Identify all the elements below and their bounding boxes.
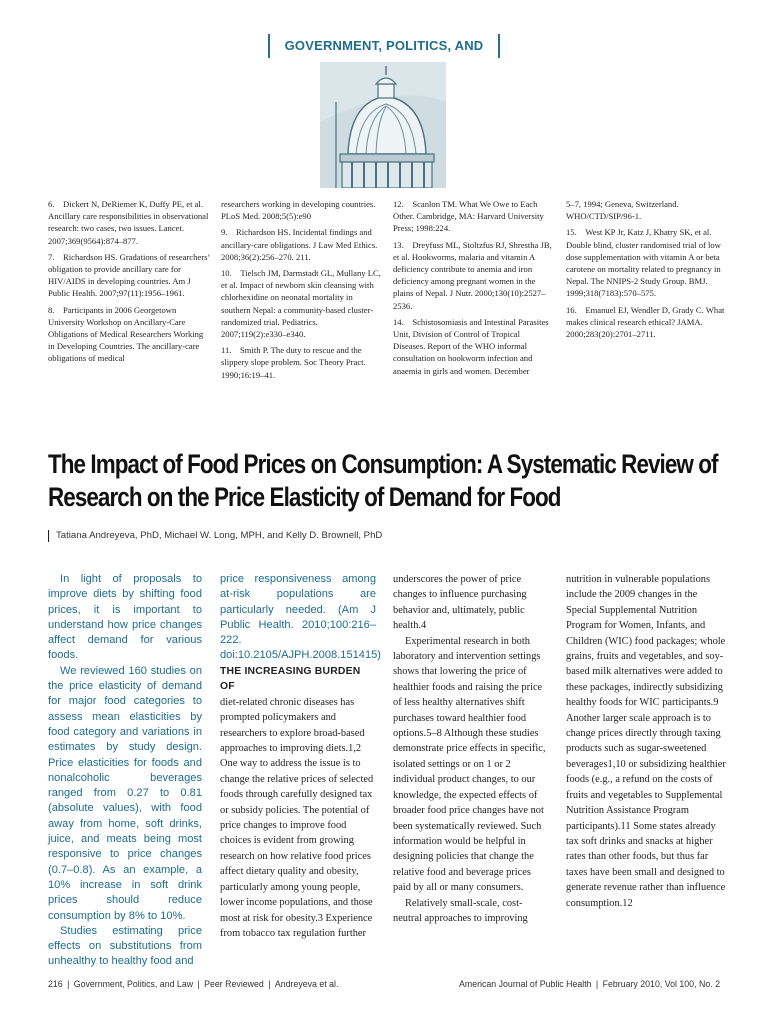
reference-item: 6. Dickert N, DeRiemer K, Duffy PE, et al. Ancillary care responsibilities in observational research: two cases, two issues. Lancet. 2007;369(9564):874–877. (48, 199, 209, 246)
body-column-2 (393, 572, 549, 926)
reference-item: 5–7, 1994; Geneva, Switzerland. WHO/CTD/SIP/96-1. (566, 199, 679, 222)
body-paragraph: underscores the power of price changes to influence purchasing behavior and, ultimately, public health.4 (393, 574, 527, 632)
body-paragraph: Relatively small-scale, cost-neutral approaches to improving (393, 897, 528, 924)
abstract-paragraph: In light of proposals to improve diets by shifting food prices, it is important to understand how price changes affect demand for various foods. (48, 573, 202, 662)
reference-item: 8. Participants in 2006 Georgetown University Workshop on Ancillary-Care Obligations of Medical Researchers Working in Developing Countries. The ancillary-care obligations of medical (48, 304, 204, 364)
section-header (268, 34, 500, 58)
reference-item: 16. Emanuel EJ, Wendler D, Grady C. What makes clinical research ethical? JAMA. 2000;283(20):2701–2711. (566, 304, 725, 340)
reference-item: 14. Schistosomiasis and Intestinal Parasites Unit, Division of Control of Tropical Diseases. Report of the WHO informal consultation on hookworm infection and anaemia in girls and women. December (393, 316, 549, 376)
references-column-4 (566, 198, 728, 344)
body-paragraph: nutrition in vulnerable populations include the 2009 changes in the Special Supplemental Nutrition Program for Women, Infants, and Children (WIC) food packages; whole grains, fruits and vegetables, and soy-based milk alternatives were added to these packages, indirectly subsidizing healthy foods for WIC participants.9 Another larger scale approach is to change prices directly through taxing products such as sugar-sweetened beverages1,10 or subsidizing healthier foods (e.g., a refund on the costs of fruits and vegetables to Supplemental Nutrition Assistance Program participants).11 Some states already tax soft drinks and snacks at higher rates than other foods, but thus far taxes have been small and designed to generate revenue rather than influence consumption.12 (566, 574, 726, 909)
reference-item: researchers working in developing countries. PLoS Med. 2008;5(5):e90 (221, 199, 376, 222)
body-paragraph: Experimental research in both laboratory and intervention settings shows that lowering the price of healthier foods and raising the price of less healthy alternatives shift purchases toward healthier food options.5–8 Although these studies demonstrate price effects in specific, isolated settings or on 1 or 2 individual product changes, to our knowledge, the expected effects of broader food price changes have not been systematically reviewed. Such information would be helpful in designing policies that change the relative food and beverage prices paid by all or many consumers. (393, 635, 546, 894)
abstract-column-2 (220, 572, 381, 664)
reference-item: 9. Richardson HS. Incidental findings and ancillary-care obligations. J Law Med Ethics. 2008;36(2):256–270. 211. (221, 227, 378, 262)
body-column-1 (220, 664, 376, 941)
section-title: GOVERNMENT, POLITICS, AND (284, 38, 484, 53)
abstract-paragraph: price responsiveness among at-risk populations are particularly needed. (Am J Public Health. 2010;100:216–222. doi:10.2105/AJPH.2008.151415) (220, 573, 381, 662)
abstract-paragraph: Studies estimating price effects on substitutions from unhealthy to healthy food and (48, 924, 202, 968)
body-column-3 (566, 572, 728, 911)
reference-item: 7. Richardson HS. Gradations of researchers’ obligation to provide ancillary care for HIV/AIDS in developing countries. Am J Public Health. 2007;97(11):1956–1961. (48, 251, 210, 299)
reference-item: 13. Dreyfuss ML, Stoltzfus RJ, Shrestha JB, et al. Hookworms, malaria and vitamin A deficiency contribute to anemia and iron deficiency among pregnant women in the plains of Nepal. J Nutr. 2000;130(10):2527–2536. (393, 239, 552, 311)
references-column-3 (393, 198, 553, 381)
reference-item: 15. West KP Jr, Katz J, Khatry SK, et al. Double blind, cluster randomised trial of low dose supplementation with vitamin A or beta carotene on mortality related to pregnancy in Nepal. The NNIPS-2 Study Group. BMJ. 1999;318(7183):570–575. (566, 227, 721, 299)
footer-right: American Journal of Public Health | February 2010, Vol 100, No. 2 (459, 979, 720, 989)
header-rule-right (498, 34, 500, 58)
reference-item: 10. Tielsch JM, Darmstadt GL, Mullany LC, et al. Impact of newborn skin cleansing with chlorhexidine on neonatal mortality in southern Nepal: a community-based cluster-randomized trial. Pediatrics. 2007;119(2):e330–e340. (221, 268, 381, 340)
article-title: The Impact of Food Prices on Consumption: A Systematic Review of Research on the Price Elasticity of Demand for Food (48, 449, 718, 512)
capitol-dome-illustration (320, 62, 446, 188)
reference-item: 12. Scanlon TM. What We Owe to Each Other. Cambridge, MA: Harvard University Press; 1998:224. (393, 199, 544, 234)
abstract-column-1 (48, 572, 202, 970)
references-column-1 (48, 198, 210, 369)
article-authors: Tatiana Andreyeva, PhD, Michael W. Long, MPH, and Kelly D. Brownell, PhD (48, 530, 382, 542)
footer-left: 216 | Government, Politics, and Law | Peer Reviewed | Andreyeva et al. (48, 979, 339, 989)
references-column-2 (221, 198, 381, 385)
section-heading: THE INCREASING BURDEN OF (220, 666, 361, 693)
header-rule-left (268, 34, 270, 58)
reference-item: 11. Smith P. The duty to rescue and the slippery slope problem. Soc Theory Pract. 1990;16:19–41. (221, 345, 366, 380)
abstract-paragraph: We reviewed 160 studies on the price elasticity of demand for major food categories to assess mean elasticities by food category and variations in estimates by study design. Price elasticities for foods and nonalcoholic beverages ranged from 0.27 to 0.81 (absolute values), with food away from home, soft drinks, juice, and meats being most responsive to price changes (0.7–0.8). As an example, a 10% increase in soft drink prices should reduce consumption by 8% to 10%. (48, 664, 202, 922)
body-paragraph: diet-related chronic diseases has prompted policymakers and researchers to explore broad-based approaches to improving diets.1,2 One way to address the issue is to change the relative prices of selected foods through carefully designed tax or subsidy policies. The potential of price changes to improve food choices is evident from growing research on how relative food prices affect dietary quality and obesity, particularly among young people, lower income populations, and those most at risk for obesity.3 Experience from tobacco tax regulation further (220, 696, 374, 939)
